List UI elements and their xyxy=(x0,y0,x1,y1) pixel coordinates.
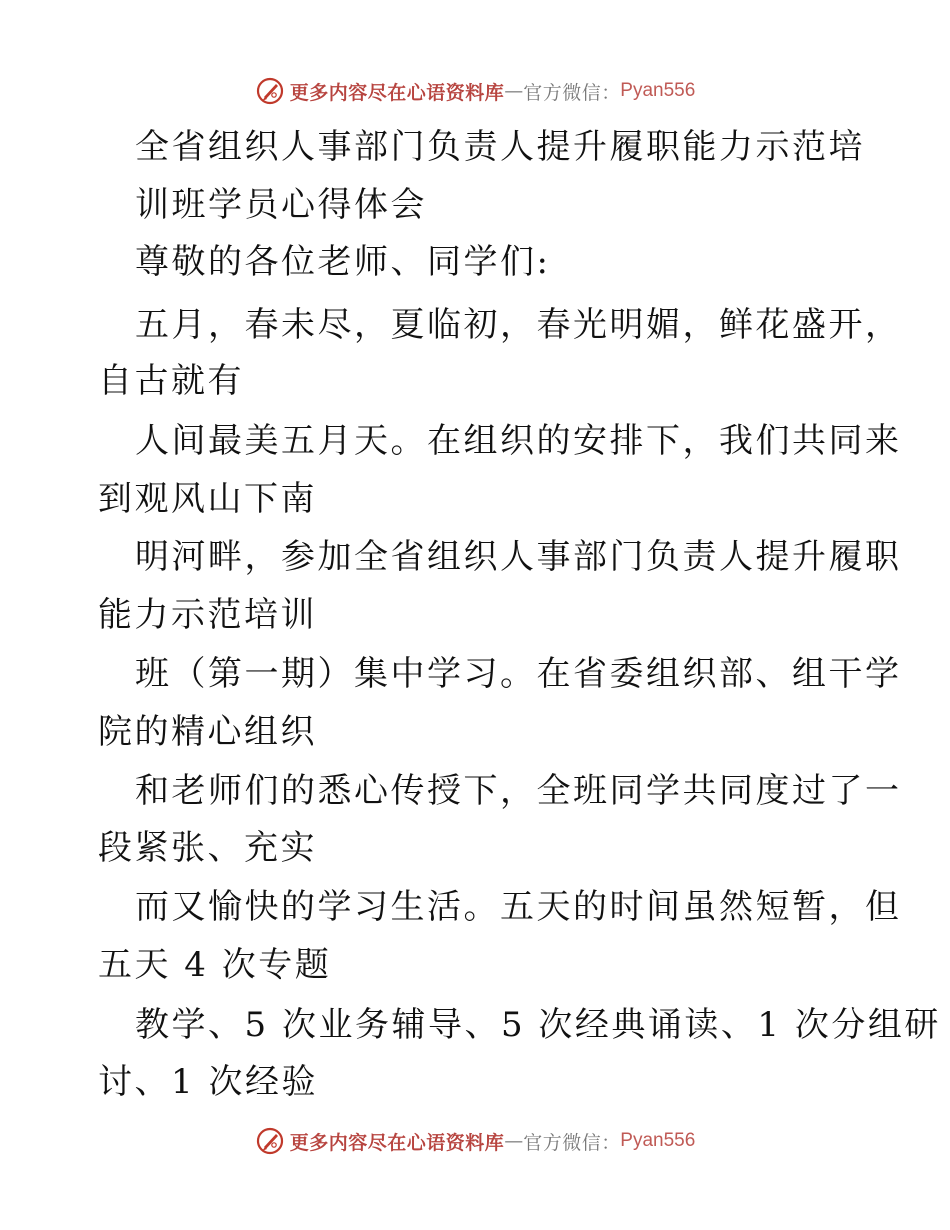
paragraph-line: 明河畔，参加全省组织人事部门负责人提升履职 xyxy=(135,537,902,577)
paragraph-line: 到观风山下南 xyxy=(98,479,317,519)
paragraph-line: 院的精心组织 xyxy=(98,712,317,752)
watermark-site-text: 更多内容尽在心语资料库 xyxy=(289,81,505,104)
watermark-colon: ： xyxy=(601,1131,621,1154)
document-salutation: 尊敬的各位老师、同学们: xyxy=(135,242,551,282)
paragraph-line: 和老师们的悉心传授下，全班同学共同度过了一 xyxy=(135,771,902,811)
paragraph-line: 能力示范培训 xyxy=(98,595,317,635)
quill-pen-circle-icon xyxy=(255,76,285,106)
paragraph-line: 五天 4 次专题 xyxy=(98,945,332,985)
document-title-line-1: 全省组织人事部门负责人提升履职能力示范培 xyxy=(135,127,865,167)
paragraph-line: 教学、5 次业务辅导、5 次经典诵读、1 次分组研 xyxy=(135,1005,941,1045)
watermark-header xyxy=(0,71,950,111)
paragraph-line: 段紧张、充实 xyxy=(98,828,317,868)
paragraph-line: 五月，春未尽，夏临初，春光明媚，鲜花盛开， xyxy=(135,305,902,345)
quill-pen-circle-icon xyxy=(255,1126,285,1156)
watermark-wechat-id: Pyan556 xyxy=(620,1130,696,1151)
document-title-line-2: 训班学员心得体会 xyxy=(135,185,427,225)
watermark-footer xyxy=(0,1121,950,1161)
watermark-wechat-id: Pyan556 xyxy=(620,80,696,101)
watermark-separator: — xyxy=(504,1130,524,1152)
watermark-official-label: 官方微信 xyxy=(523,81,602,104)
paragraph-line: 人间最美五月天。在组织的安排下，我们共同来 xyxy=(135,421,902,461)
paragraph-line: 班（第一期）集中学习。在省委组织部、组干学 xyxy=(135,654,902,694)
paragraph-line: 自古就有 xyxy=(98,361,244,401)
watermark-site-text: 更多内容尽在心语资料库 xyxy=(289,1131,505,1154)
watermark-official-label: 官方微信 xyxy=(523,1131,602,1154)
watermark-separator: — xyxy=(504,80,524,102)
watermark-colon: ： xyxy=(601,81,621,104)
paragraph-line: 而又愉快的学习生活。五天的时间虽然短暂，但 xyxy=(135,887,902,927)
paragraph-line: 讨、1 次经验 xyxy=(98,1062,318,1102)
